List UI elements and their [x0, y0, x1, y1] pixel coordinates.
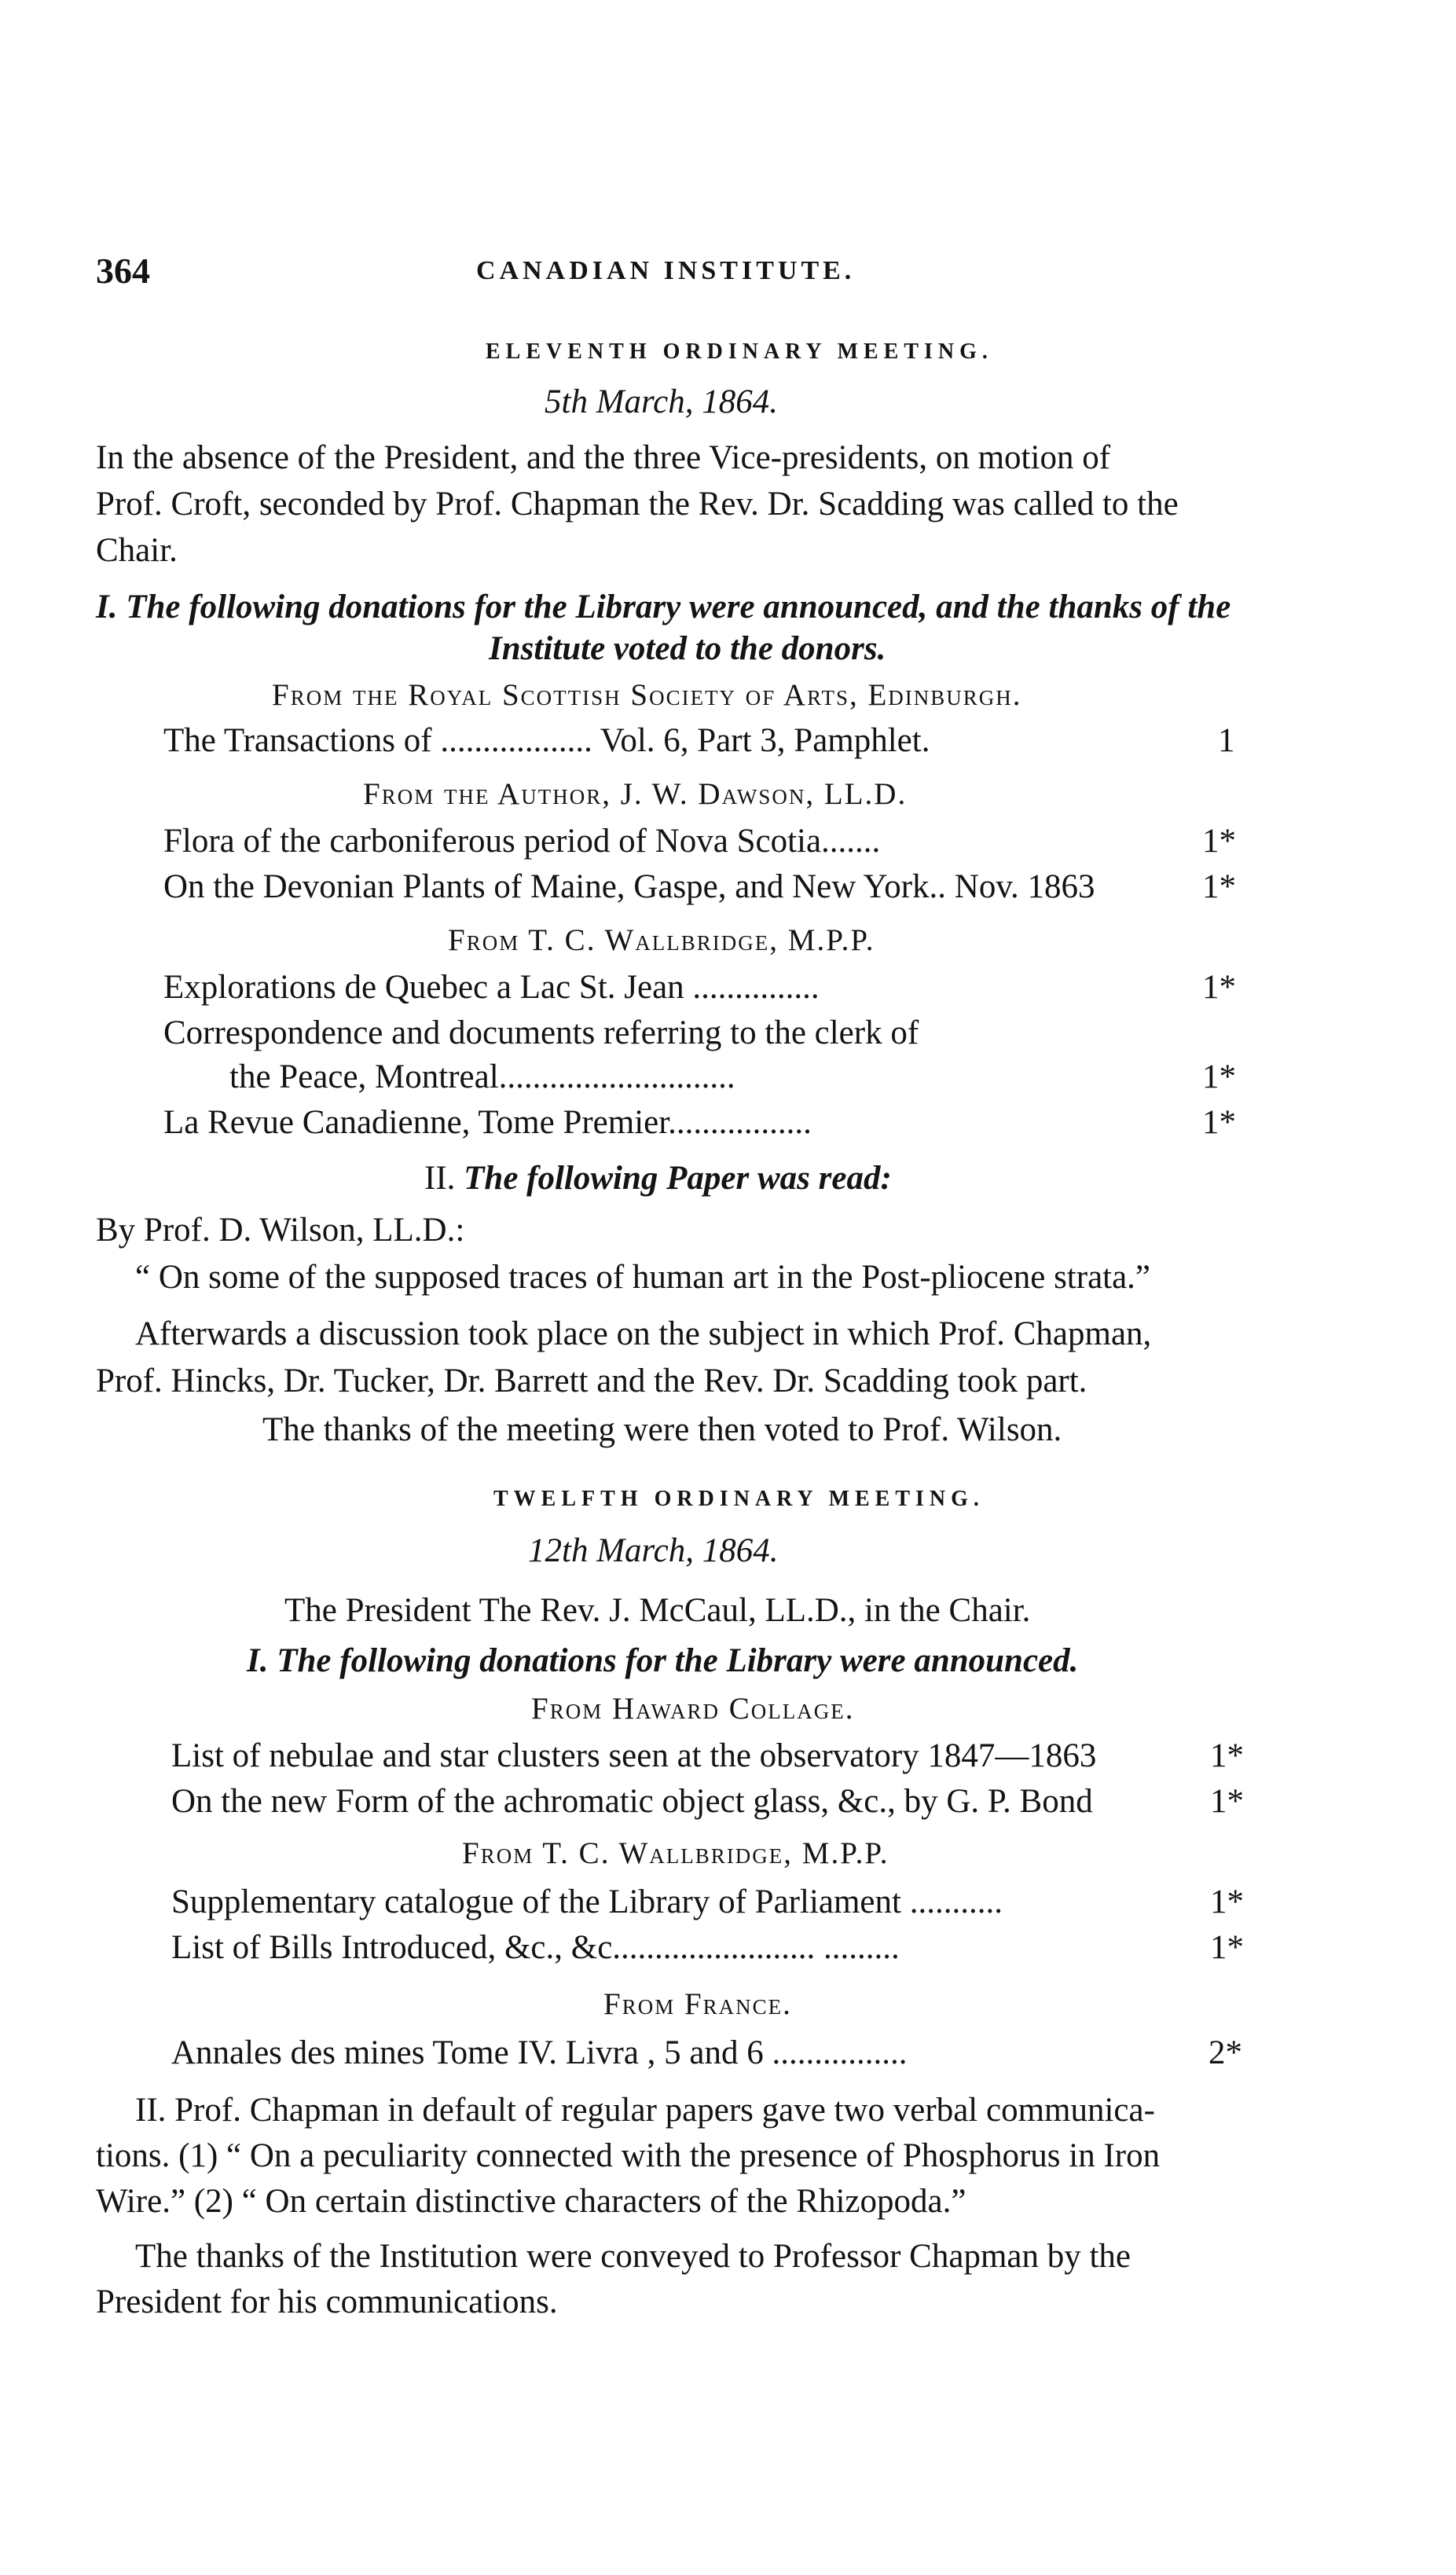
donor-heading: From Haward Collage. [531, 1692, 855, 1726]
donation-count: 1* [1202, 1104, 1236, 1141]
communications-line-1: II. Prof. Chapman in default of regular papers gave two verbal communica- [135, 2092, 1155, 2129]
donation-item: the Peace, Montreal............................ [229, 1058, 735, 1095]
intro-line-2: Prof. Croft, seconded by Prof. Chapman the Rev. Dr. Scadding was called to the [96, 486, 1179, 523]
meeting-date: 5th March, 1864. [545, 383, 778, 420]
donation-count: 1* [1210, 1737, 1244, 1774]
donations-announcement: I. The following donations for the Library were announced, and the thanks of the [96, 589, 1231, 625]
donation-item: On the Devonian Plants of Maine, Gaspe, and New York.. Nov. 1863 [163, 868, 1095, 905]
closing-line-2: President for his communications. [96, 2283, 558, 2320]
paper-title: “ On some of the supposed traces of human art in the Post-pliocene strata.” [135, 1259, 1151, 1296]
donation-count: 1 [1218, 722, 1235, 759]
donation-item: Supplementary catalogue of the Library of Parliament ........... [171, 1884, 1003, 1920]
donation-count: 1* [1202, 969, 1236, 1006]
donation-item: The Transactions of .................. Vol. 6, Part 3, Pamphlet. [163, 722, 930, 759]
donor-heading: From T. C. Wallbridge, M.P.P. [462, 1836, 889, 1870]
donation-count: 1* [1202, 868, 1236, 905]
donation-count: 1* [1210, 1929, 1244, 1966]
meeting-heading: ELEVENTH ORDINARY MEETING. [486, 339, 993, 364]
paper-heading [424, 1155, 892, 1202]
donation-count: 2* [1208, 2034, 1242, 2071]
chair-line: The President The Rev. J. McCaul, LL.D., in the Chair. [284, 1592, 1031, 1629]
communications-line-2: tions. (1) “ On a peculiarity connected with the presence of Phosphorus in Iron [96, 2137, 1161, 2174]
donor-heading: From the Author, J. W. Dawson, LL.D. [363, 777, 908, 811]
donor-heading: From T. C. Wallbridge, M.P.P. [448, 923, 875, 957]
communications-line-3: Wire.” (2) “ On certain distinctive characters of the Rhizopoda.” [96, 2183, 966, 2220]
donation-item: On the new Form of the achromatic object glass, &c., by G. P. Bond [171, 1783, 1093, 1820]
thanks-line: The thanks of the meeting were then voted to Prof. Wilson. [262, 1411, 1062, 1448]
meeting-heading: TWELFTH ORDINARY MEETING. [493, 1487, 985, 1511]
donation-item: List of Bills Introduced, &c., &c........................ ......... [171, 1929, 900, 1966]
donation-count: 1* [1202, 823, 1236, 860]
intro-line-1: In the absence of the President, and the three Vice-presidents, on motion of [96, 439, 1111, 476]
donations-announcement-cont: Institute voted to the donors. [489, 630, 886, 667]
donations-announcement: I. The following donations for the Library were announced. [247, 1642, 1079, 1679]
donation-count: 1* [1210, 1884, 1244, 1920]
discussion-line-2: Prof. Hincks, Dr. Tucker, Dr. Barrett and the Rev. Dr. Scadding took part. [96, 1363, 1087, 1399]
donation-item: Annales des mines Tome IV. Livra , 5 and 6 ................ [171, 2034, 908, 2071]
closing-line-1: The thanks of the Institution were conveyed to Professor Chapman by the [135, 2238, 1131, 2275]
paper-author: By Prof. D. Wilson, LL.D.: [96, 1212, 465, 1249]
paper-heading-text: The following Paper was read: [464, 1160, 892, 1197]
donation-item: La Revue Canadienne, Tome Premier................. [163, 1104, 812, 1141]
donor-heading: From France. [603, 1987, 792, 2021]
donation-item: Flora of the carboniferous period of Nova Scotia....... [163, 823, 881, 860]
donation-item: Correspondence and documents referring to the clerk of [163, 1014, 919, 1051]
page-number: 364 [96, 251, 150, 291]
donation-count: 1* [1210, 1783, 1244, 1820]
donation-item: Explorations de Quebec a Lac St. Jean ............... [163, 969, 820, 1006]
intro-line-3: Chair. [96, 532, 178, 569]
donation-item: List of nebulae and star clusters seen at the observatory 1847—1863 [171, 1737, 1097, 1774]
running-title: CANADIAN INSTITUTE. [476, 256, 856, 285]
donor-heading: From the Royal Scottish Society of Arts, Edinburgh. [272, 678, 1022, 712]
paper-heading-number: II. [424, 1160, 456, 1197]
donation-count: 1* [1202, 1058, 1236, 1095]
meeting-date: 12th March, 1864. [528, 1532, 779, 1569]
discussion-line-1: Afterwards a discussion took place on the subject in which Prof. Chapman, [135, 1315, 1152, 1352]
